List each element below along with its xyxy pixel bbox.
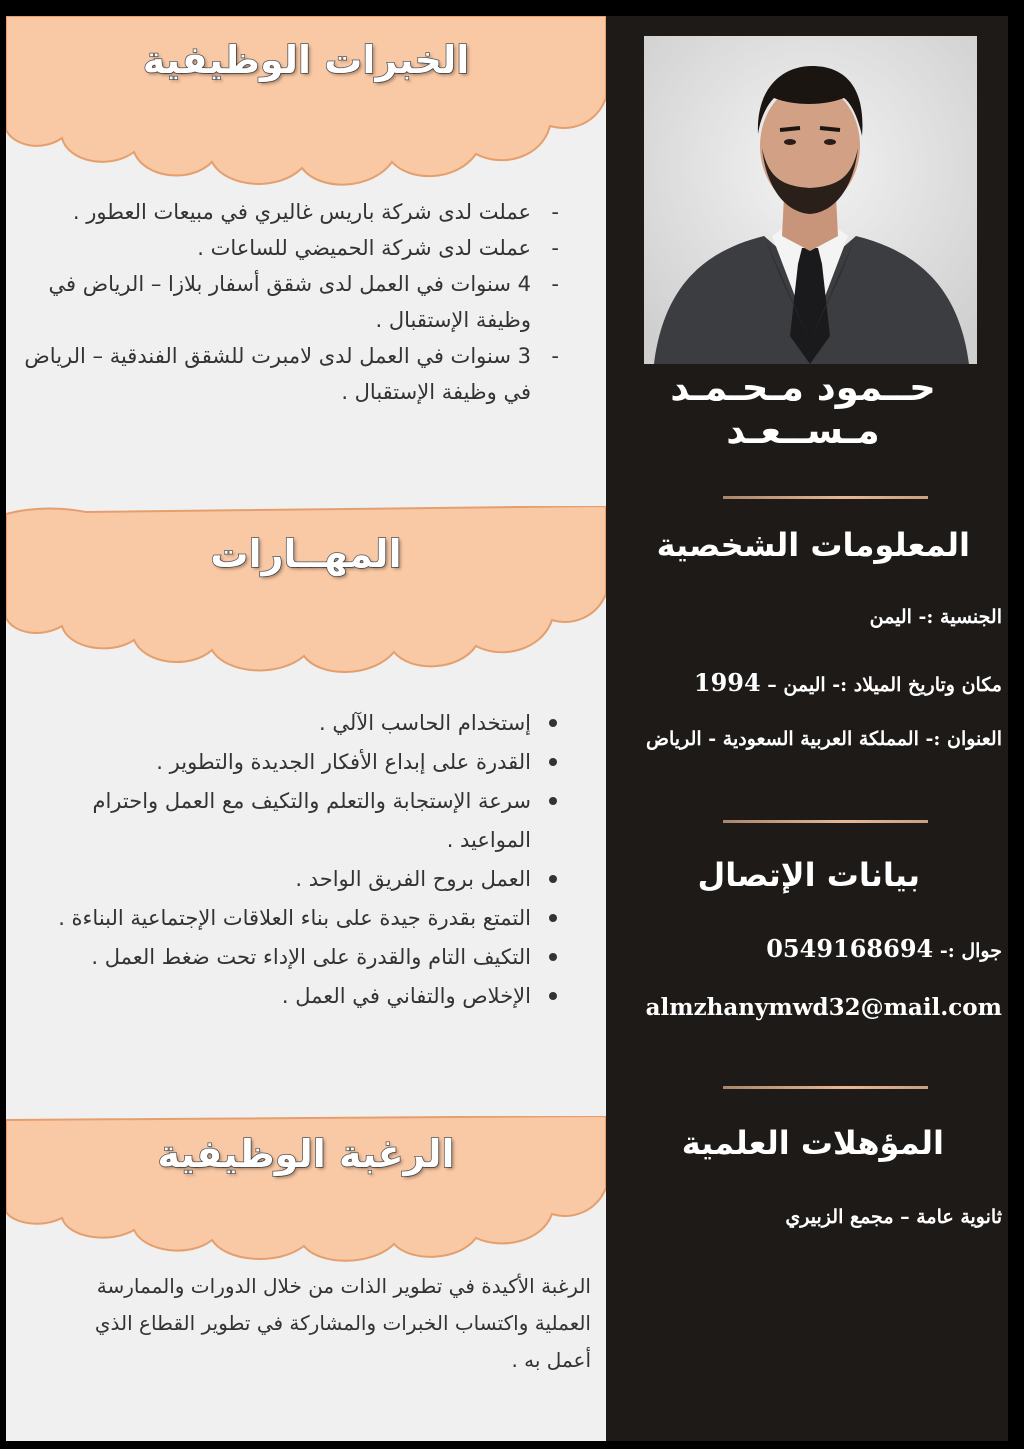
skill-item: التكيف التام والقدرة على الإداء تحت ضغط العمل . (36, 938, 571, 977)
birth-year: 1994 (693, 668, 761, 697)
full-name: حــمود مـحـمـد مـســعـد (670, 366, 936, 452)
qualifications-title: المؤهلات العلمية (681, 1124, 944, 1162)
profile-photo (644, 36, 977, 364)
skill-item: سرعة الإستجابة والتعلم والتكيف مع العمل واحترام المواعيد . (36, 782, 571, 860)
objective-text: الرغبة الأكيدة في تطوير الذات من خلال الدورات والممارسة العملية واكتساب الخبرات والمشاركة في تطوير القطاع الذي أعمل به . (94, 1274, 591, 1372)
resume-page (6, 16, 1008, 1441)
skills-header-cloud (6, 506, 606, 681)
experience-item: - 4 سنوات في العمل لدى شقق أسفار بلازا – الرياض في وظيفة الإستقبال . (16, 266, 571, 338)
experience-header-cloud (6, 16, 606, 196)
experience-list (16, 194, 571, 410)
birth-label: مكان وتاريخ الميلاد :- اليمن – (760, 674, 1002, 696)
experience-item: - عملت لدى شركة باريس غاليري في مبيعات العطور . (16, 194, 571, 230)
qualification-degree: ثانوية عامة – مجمع الزبيري (785, 1206, 1002, 1228)
experience-item: - عملت لدى شركة الحميضي للساعات . (16, 230, 571, 266)
objective-header-cloud (6, 1116, 606, 1266)
divider (723, 820, 928, 823)
email: almzhanymwd32@mail.com (645, 994, 1002, 1021)
phone-number: 0549168694 (766, 934, 934, 963)
experience-title: الخبرات الوظيفية (142, 38, 470, 82)
phone-label: جوال :- (933, 940, 1002, 962)
skills-title: المهــارات (210, 532, 402, 576)
skills-list (36, 704, 571, 1016)
sidebar (606, 16, 1008, 1441)
personal-info-title: المعلومات الشخصية (656, 526, 970, 564)
skill-item: الإخلاص والتفاني في العمل . (36, 977, 571, 1016)
nationality: الجنسية :- اليمن (869, 606, 1002, 628)
divider (723, 1086, 928, 1089)
skill-item: إستخدام الحاسب الآلي . (36, 704, 571, 743)
birth-info (694, 668, 1002, 697)
skill-item: التمتع بقدرة جيدة على بناء العلاقات الإجتماعية البناءة . (36, 899, 571, 938)
experience-item: - 3 سنوات في العمل لدى لامبرت للشقق الفندقية – الرياض في وظيفة الإستقبال . (16, 338, 571, 410)
address: العنوان :- المملكة العربية السعودية - الرياض (646, 728, 1002, 750)
objective-title: الرغبة الوظيفية (157, 1132, 455, 1176)
contact-title: بيانات الإتصال (697, 856, 920, 894)
skill-item: العمل بروح الفريق الواحد . (36, 860, 571, 899)
main-column (6, 16, 606, 1441)
divider (723, 496, 928, 499)
phone-info (766, 934, 1002, 963)
skill-item: القدرة على إبداع الأفكار الجديدة والتطوير . (36, 743, 571, 782)
